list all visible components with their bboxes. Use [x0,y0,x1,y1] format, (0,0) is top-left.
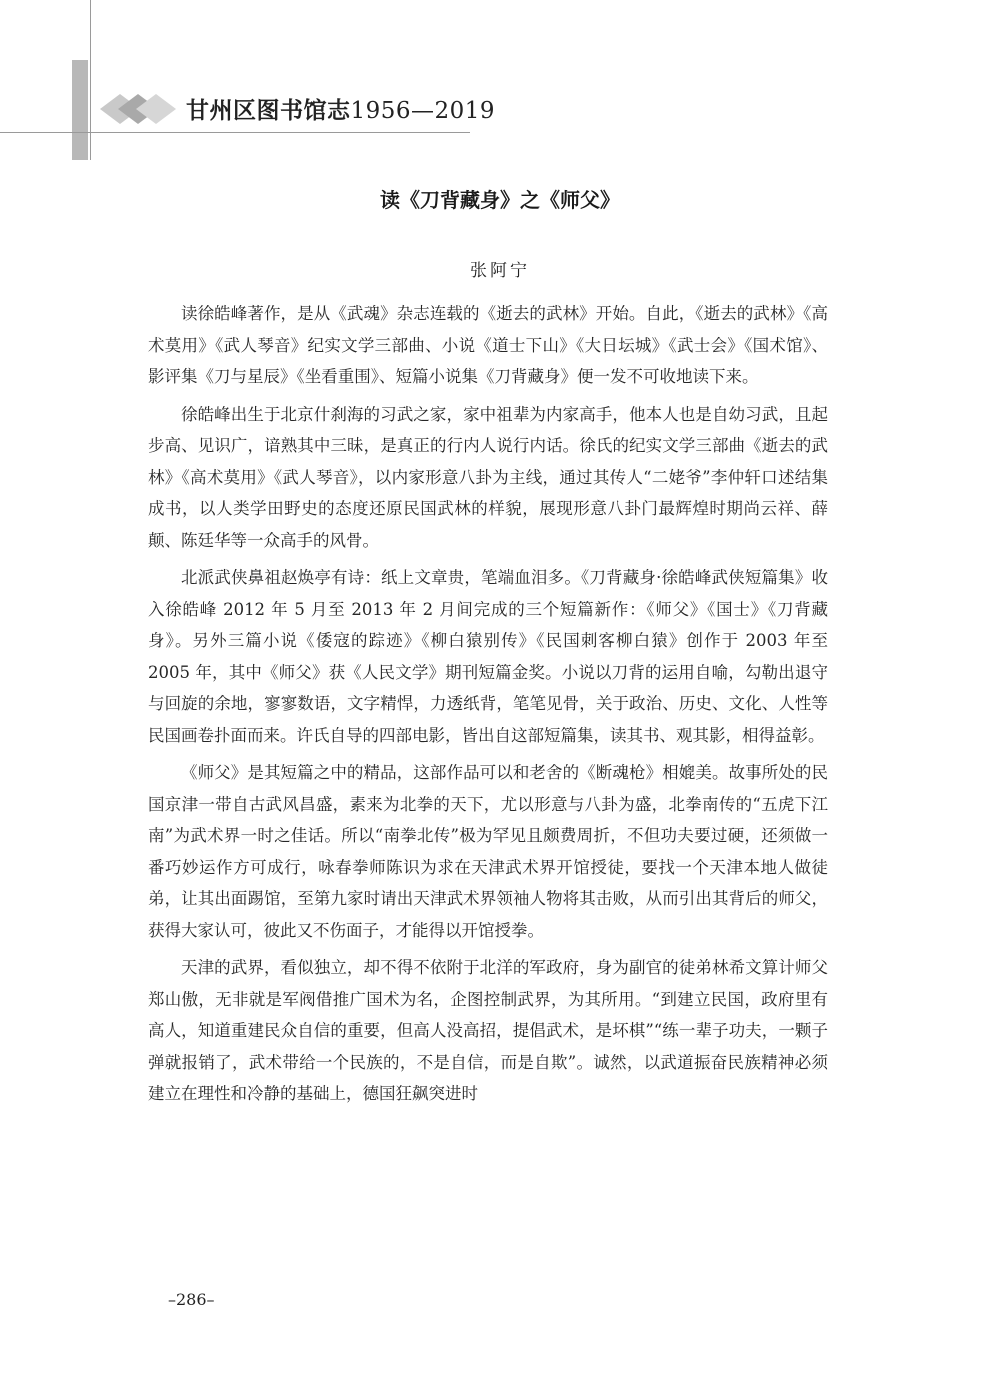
paragraph: 读徐皓峰著作，是从《武魂》杂志连载的《逝去的武林》开始。自此，《逝去的武林》《高术莫用》《武人琴音》纪实文学三部曲、小说《道士下山》《大日坛城》《武士会》《国术馆》、影评集《刀与星辰》《坐看重围》、短篇小说集《刀背藏身》便一发不可收地读下来。 [148,304,828,386]
paragraph: 北派武侠鼻祖赵焕亭有诗：纸上文章贵，笔端血泪多。《刀背藏身·徐皓峰武侠短篇集》收入徐皓峰 2012 年 5 月至 2013 年 2 月间完成的三个短篇新作：《师父》《国士》《刀背藏身》。另外三篇小说《倭寇的踪迹》《柳白猿别传》《民国刺客柳白猿》创作于 2003 年至 2005 年，其中《师父》获《人民文学》期刊短篇金奖。小说以刀背的运用自喻，勾勒出退守与回旋的余地，寥寥数语，文字精悍，力透纸背，笔笔见骨，关于政治、历史、文化、人性等民国画卷扑面而来。许氏自导的四部电影，皆出自这部短篇集，读其书、观其影，相得益彰。 [148,568,828,745]
paragraph: 徐皓峰出生于北京什刹海的习武之家，家中祖辈为内家高手，他本人也是自幼习武，且起步高、见识广，谙熟其中三昧，是真正的行内人说行内话。徐氏的纪实文学三部曲《逝去的武林》《高术莫用》《武人琴音》，以内家形意八卦为主线，通过其传人“二姥爷”李仲轩口述结集成书，以人类学田野史的态度还原民国武林的样貌，展现形意八卦门最辉煌时期尚云祥、薛颠、陈廷华等一众高手的风骨。 [148,404,828,550]
article-author: 张阿宁 [470,261,530,281]
article-body [148,298,828,1116]
header-diamond-ornament [98,92,178,126]
article-title: 读《刀背藏身》之《师父》 [380,188,620,212]
page-number: –286– [168,1290,215,1309]
header-gray-bar [72,60,88,160]
paragraph: 《师父》是其短篇之中的精品，这部作品可以和老舍的《断魂枪》相媲美。故事所处的民国京津一带自古武风昌盛，素来为北拳的天下，尤以形意与八卦为盛，北拳南传的“五虎下江南”为武术界一时之佳话。所以“南拳北传”极为罕见且颇费周折，不但功夫要过硬，还须做一番巧妙运作方可成行，咏春拳师陈识为求在天津武术界开馆授徒，要找一个天津本地人做徒弟，让其出面踢馆，至第九家时请出天津武术界领袖人物将其击败，从而引出其背后的师父，获得大家认可，彼此又不伤面子，才能得以开馆授拳。 [148,763,828,940]
running-header [186,92,495,125]
header-horizontal-rule [0,132,470,133]
paragraph: 天津的武界，看似独立，却不得不依附于北洋的军政府，身为副官的徒弟林希文算计师父郑山傲，无非就是军阀借推广国术为名，企图控制武界，为其所用。“到建立民国，政府里有高人，知道重建民众自信的重要，但高人没高招，提倡武术，是坏棋”“练一辈子功夫，一颗子弹就报销了，武术带给一个民族的，不是自信，而是自欺”。诚然，以武道振奋民族精神必须建立在理性和冷静的基础上，德国狂飙突进时 [148,958,828,1103]
book-title: 甘州区图书馆志 [186,97,351,124]
header-vertical-rule [90,0,91,160]
book-years: 1956—2019 [350,98,496,124]
